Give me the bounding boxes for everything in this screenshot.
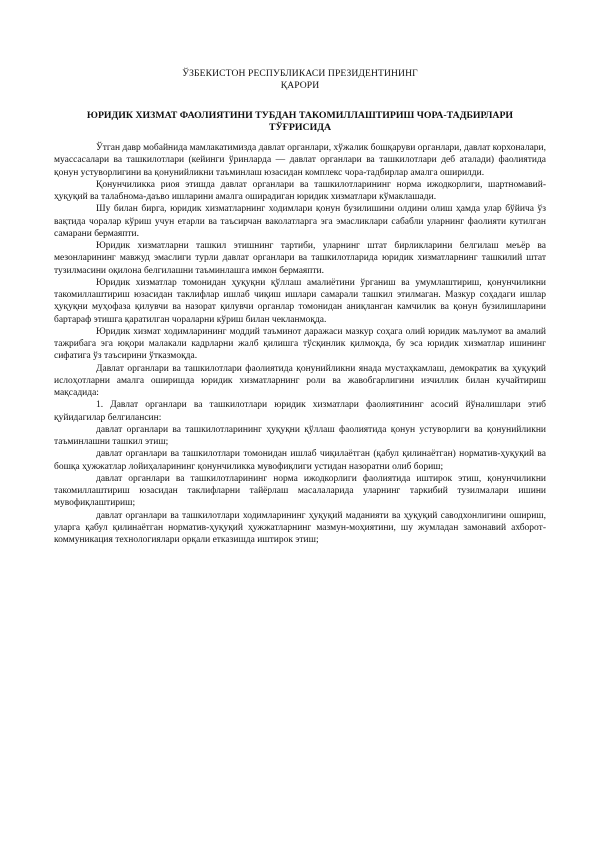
document-type: ҚАРОРИ — [280, 80, 320, 91]
paragraph: Юридик хизмат ходимларининг моддий таъминот даражаси мазкур соҳага олий юридик маълумот ва амалий тажрибага эга юқори малакали кадрларни жалб қилишга тўсқинлик қилмоқда, бу эса юридик хизматлар ишининг сифатига ўз таъсирини ўтказмоқда. — [54, 326, 546, 362]
paragraph: Давлат органлари ва ташкилотлари фаолиятида қонунийликни янада мустаҳкамлаш, демократик ва ҳуқуқий ислоҳотларни амалга оширишда юридик хизматларнинг роли ва жавобгарлигини изчиллик билан кучайтириш мақсадида: — [54, 363, 546, 398]
document-body — [54, 142, 546, 546]
paragraph: Юридик хизматларни ташкил этишнинг тартиби, уларнинг штат бирликларини белгилаш меъёр ва мезонларининг мавжуд эмаслиги турли давлат органлари ва ташкилотларида юридик хизматларнинг ташкилий штат тузилмасини оқилона белгилашни таъминлашга имкон бермаяпти. — [54, 241, 546, 276]
issuer-line: ЎЗБЕКИСТОН РЕСПУБЛИКАСИ ПРЕЗИДЕНТИНИНГ — [182, 68, 418, 79]
paragraph: 1. Давлат органлари ва ташкилотлари юридик хизматлари фаолиятининг асосий йўналишлари этиб қуйидагилар белгилансин: — [54, 400, 546, 423]
list-item: давлат органлари ва ташкилотларининг норма ижодкорлиги фаолиятида иштирок этиш, қонунчиликни такомиллаштириш юзасидан таклифларни тайёрлаш масалаларида уларнинг таркибий тузилмалари ишини мувофиқлаштириш; — [54, 473, 546, 509]
document-title: ЮРИДИК ХИЗМАТ ФАОЛИЯТИНИ ТУБДАН ТАКОМИЛЛАШТИРИШ ЧОРА-ТАДБИРЛАРИ ТЎҒРИСИДА — [86, 110, 514, 133]
paragraph: Ўтган давр мобайнида мамлакатимизда давлат органлари, хўжалик бошқаруви органлари, давлат корхоналари, муассасалари ва ташкилотлари (кейинги ўринларда — давлат органлари ва ташкилотлари деб аталади) фаолиятида қонун устуворлигини ва қонунийликни таъминлаш юзасидан комплекс чора-тадбирлар амалга оширилди. — [54, 143, 546, 178]
paragraph: Юридик хизматлар томонидан ҳуқуқни қўллаш амалиётини ўрганиш ва умумлаштириш, қонунчиликни такомиллаштириш юзасидан таклифлар ишлаб чиқиш ишлари самарали ташкил этилмаган. Мазкур соҳадаги ишлар ҳуқуқни муҳофаза қилувчи ва назорат қилувчи органлар томонидан аниқланган камчилик ва қонун бузилишларини бартараф этишга қаратилган чораларни кўриш билан чекланмоқда. — [54, 277, 546, 325]
paragraph: Шу билан бирга, юридик хизматларнинг ходимлари қонун бузилишини олдини олиш ҳамда улар бўйича ўз вақтида чоралар кўриш учун етарли ва таъсирчан ваколатларга эга эмасликлари сабабли уларнинг фаолияти кутилган самарани бермаяпти. — [54, 204, 546, 239]
list-item: давлат органлари ва ташкилотларининг ҳуқуқни қўллаш фаолиятида қонун устуворлиги ва қонунийликни таъминлашни ташкил этиш; — [54, 424, 546, 447]
list-item: давлат органлари ва ташкилотлари ходимларининг ҳуқуқий маданияти ва ҳуқуқий саводхонлигини ошириш, уларга қабул қилинаётган норматив-ҳуқуқий ҳужжатларнинг мазмун-моҳиятини, шу жумладан замонавий ахборот-коммуникация технологиялари орқали етказишда иштирок этиш; — [54, 510, 546, 545]
list-item: давлат органлари ва ташкилотлари томонидан ишлаб чиқилаётган (қабул қилинаётган) норматив-ҳуқуқий ва бошқа ҳужжатлар лойиҳаларининг қонунчиликка мувофиқлиги устидан назоратни олиб бориш; — [54, 449, 546, 472]
paragraph: Қонунчиликка риоя этишда давлат органлари ва ташкилотларининг норма ижодкорлиги, шартномавий-ҳуқуқий ва талабнома-даъво ишларини амалга оширадиган юридик хизматлари кўмаклашади. — [54, 179, 546, 202]
